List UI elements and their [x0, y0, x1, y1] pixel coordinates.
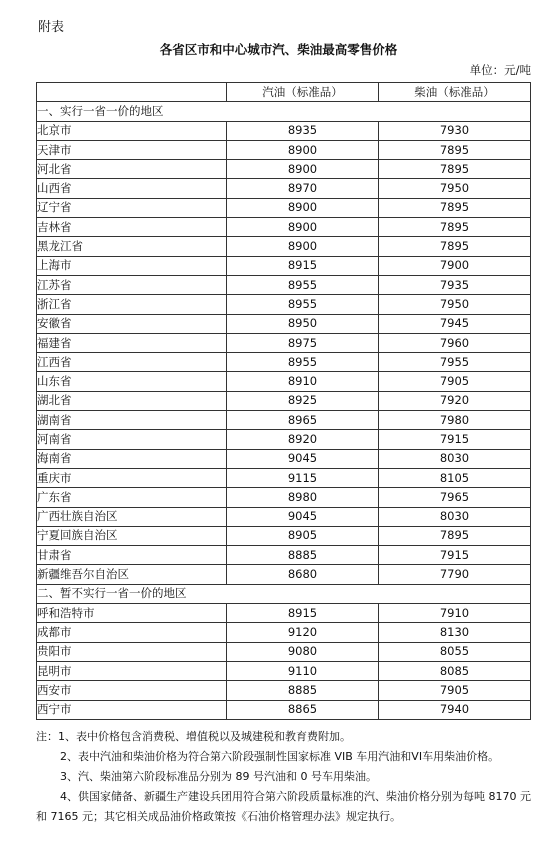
region-name-cell: 西宁市 [37, 700, 227, 719]
table-row [37, 623, 531, 642]
gasoline-price-cell: 8905 [227, 526, 379, 545]
diesel-price-cell: 7920 [379, 391, 531, 410]
table-row [37, 430, 531, 449]
table-row [37, 372, 531, 391]
gasoline-price-cell: 8865 [227, 700, 379, 719]
region-name-cell: 海南省 [37, 449, 227, 468]
table-row [37, 546, 531, 565]
gasoline-price-cell: 8900 [227, 198, 379, 217]
diesel-price-cell: 8030 [379, 449, 531, 468]
diesel-price-cell: 7895 [379, 526, 531, 545]
diesel-price-cell: 7895 [379, 198, 531, 217]
diesel-price-cell: 7945 [379, 314, 531, 333]
appendix-label: 附表 [38, 20, 65, 35]
gasoline-price-cell: 9080 [227, 642, 379, 661]
region-name-cell: 江苏省 [37, 275, 227, 294]
diesel-price-cell: 7950 [379, 179, 531, 198]
gasoline-price-cell: 8885 [227, 546, 379, 565]
table-row [37, 411, 531, 430]
diesel-price-cell: 7905 [379, 681, 531, 700]
region-name-cell: 黑龙江省 [37, 237, 227, 256]
region-name-cell: 吉林省 [37, 218, 227, 237]
region-name-cell: 河南省 [37, 430, 227, 449]
diesel-price-cell: 7905 [379, 372, 531, 391]
region-name-cell: 西安市 [37, 681, 227, 700]
table-row [37, 700, 531, 719]
gasoline-price-cell: 8925 [227, 391, 379, 410]
diesel-price-cell: 7915 [379, 546, 531, 565]
diesel-price-cell: 7965 [379, 488, 531, 507]
region-name-cell: 江西省 [37, 353, 227, 372]
table-row [37, 526, 531, 545]
note-3: 3、汽、柴油第六阶段标准品分别为 89 号汽油和 0 号车用柴油。 [60, 770, 377, 783]
region-name-cell: 呼和浩特市 [37, 604, 227, 623]
diesel-price-cell: 7915 [379, 430, 531, 449]
region-name-cell: 福建省 [37, 333, 227, 352]
table-row [37, 604, 531, 623]
diesel-price-cell: 8130 [379, 623, 531, 642]
diesel-price-cell: 8105 [379, 468, 531, 487]
gasoline-price-cell: 9120 [227, 623, 379, 642]
diesel-price-cell: 7955 [379, 353, 531, 372]
region-name-cell: 湖北省 [37, 391, 227, 410]
gasoline-price-cell: 9115 [227, 468, 379, 487]
gasoline-price-cell: 8900 [227, 218, 379, 237]
table-row [37, 391, 531, 410]
table-row [37, 488, 531, 507]
region-name-cell: 宁夏回族自治区 [37, 526, 227, 545]
gasoline-price-cell: 9045 [227, 507, 379, 526]
gasoline-price-cell: 8980 [227, 488, 379, 507]
table-row [37, 121, 531, 140]
section-label: 一、实行一省一价的地区 [37, 102, 531, 121]
diesel-price-cell: 7900 [379, 256, 531, 275]
section-label: 二、暂不实行一省一价的地区 [37, 584, 531, 603]
diesel-price-cell: 8030 [379, 507, 531, 526]
table-row [37, 314, 531, 333]
gasoline-price-cell: 8970 [227, 179, 379, 198]
region-name-cell: 甘肃省 [37, 546, 227, 565]
region-name-cell: 河北省 [37, 160, 227, 179]
gasoline-price-cell: 9045 [227, 449, 379, 468]
region-name-cell: 重庆市 [37, 468, 227, 487]
table-row [37, 198, 531, 217]
price-table [36, 82, 531, 720]
gasoline-price-cell: 8950 [227, 314, 379, 333]
region-name-cell: 安徽省 [37, 314, 227, 333]
diesel-price-cell: 7790 [379, 565, 531, 584]
gasoline-price-cell: 8915 [227, 604, 379, 623]
gasoline-price-cell: 8885 [227, 681, 379, 700]
gasoline-price-cell: 9110 [227, 661, 379, 680]
header-gasoline: 汽油（标准品） [227, 83, 379, 102]
table-row [37, 449, 531, 468]
diesel-price-cell: 8055 [379, 642, 531, 661]
diesel-price-cell: 8085 [379, 661, 531, 680]
region-name-cell: 广西壮族自治区 [37, 507, 227, 526]
region-name-cell: 成都市 [37, 623, 227, 642]
table-row [37, 256, 531, 275]
region-name-cell: 天津市 [37, 140, 227, 159]
diesel-price-cell: 7895 [379, 237, 531, 256]
header-diesel: 柴油（标准品） [379, 83, 531, 102]
gasoline-price-cell: 8965 [227, 411, 379, 430]
table-row [37, 468, 531, 487]
diesel-price-cell: 7895 [379, 160, 531, 179]
table-row [37, 237, 531, 256]
table-row [37, 140, 531, 159]
region-name-cell: 浙江省 [37, 295, 227, 314]
note-1: 注：1、表中价格包含消费税、增值税以及城建税和教育费附加。 [36, 730, 351, 743]
gasoline-price-cell: 8955 [227, 353, 379, 372]
gasoline-price-cell: 8920 [227, 430, 379, 449]
table-row [37, 333, 531, 352]
region-name-cell: 山西省 [37, 179, 227, 198]
diesel-price-cell: 7980 [379, 411, 531, 430]
table-body [37, 102, 531, 720]
gasoline-price-cell: 8915 [227, 256, 379, 275]
table-row [37, 642, 531, 661]
diesel-price-cell: 7940 [379, 700, 531, 719]
region-name-cell: 湖南省 [37, 411, 227, 430]
table-row [37, 160, 531, 179]
table-row [37, 275, 531, 294]
region-name-cell: 山东省 [37, 372, 227, 391]
notes [36, 727, 532, 827]
gasoline-price-cell: 8955 [227, 275, 379, 294]
table-row [37, 353, 531, 372]
section-row [37, 102, 531, 121]
diesel-price-cell: 7950 [379, 295, 531, 314]
region-name-cell: 贵阳市 [37, 642, 227, 661]
gasoline-price-cell: 8900 [227, 237, 379, 256]
table-title: 各省区市和中心城市汽、柴油最高零售价格 [159, 42, 398, 57]
table-row [37, 565, 531, 584]
note-4: 4、供国家储备、新疆生产建设兵团用符合第六阶段质量标准的汽、柴油价格分别为每吨 8170 元和 7165 元；其它相关成品油价格政策按《石油价格管理办法》规定执行。 [36, 790, 531, 823]
region-name-cell: 广东省 [37, 488, 227, 507]
note-2: 2、表中汽油和柴油价格为符合第六阶段强制性国家标准 VIB 车用汽油和VI车用柴油价格。 [60, 750, 500, 763]
region-name-cell: 辽宁省 [37, 198, 227, 217]
diesel-price-cell: 7960 [379, 333, 531, 352]
table-row [37, 179, 531, 198]
region-name-cell: 新疆维吾尔自治区 [37, 565, 227, 584]
table-row [37, 681, 531, 700]
diesel-price-cell: 7895 [379, 218, 531, 237]
section-row [37, 584, 531, 603]
region-name-cell: 昆明市 [37, 661, 227, 680]
gasoline-price-cell: 8900 [227, 160, 379, 179]
table-row [37, 507, 531, 526]
header-region [37, 83, 227, 102]
unit-label: 单位：元/吨 [469, 63, 531, 77]
gasoline-price-cell: 8955 [227, 295, 379, 314]
table-row [37, 295, 531, 314]
diesel-price-cell: 7935 [379, 275, 531, 294]
diesel-price-cell: 7930 [379, 121, 531, 140]
diesel-price-cell: 7895 [379, 140, 531, 159]
gasoline-price-cell: 8975 [227, 333, 379, 352]
table-row [37, 218, 531, 237]
region-name-cell: 北京市 [37, 121, 227, 140]
table-row [37, 661, 531, 680]
gasoline-price-cell: 8910 [227, 372, 379, 391]
gasoline-price-cell: 8900 [227, 140, 379, 159]
diesel-price-cell: 7910 [379, 604, 531, 623]
table-header-row [37, 83, 531, 102]
gasoline-price-cell: 8935 [227, 121, 379, 140]
gasoline-price-cell: 8680 [227, 565, 379, 584]
region-name-cell: 上海市 [37, 256, 227, 275]
